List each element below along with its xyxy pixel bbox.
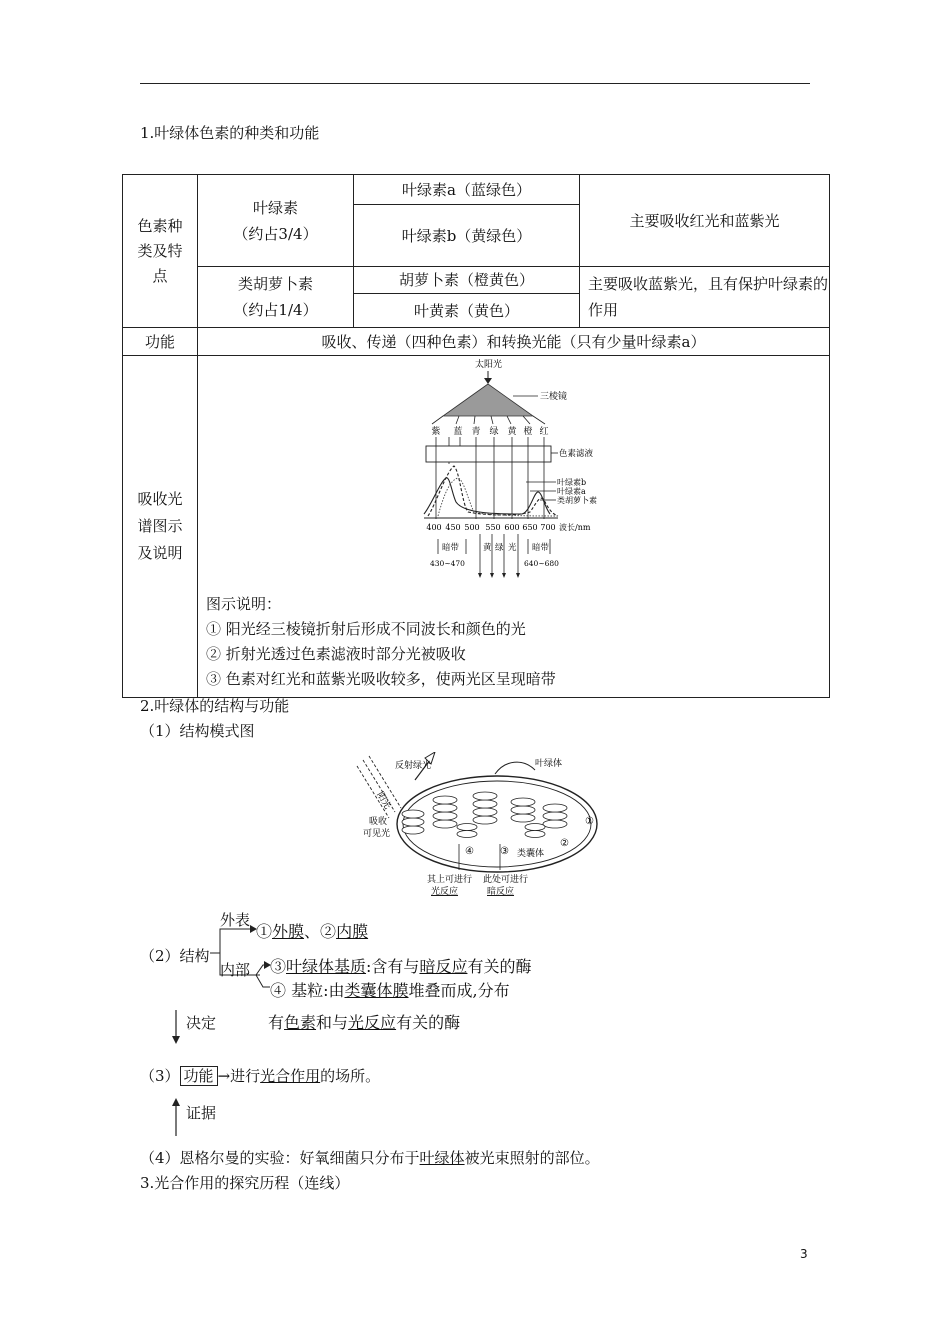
thylakoid-label: 类囊体	[517, 849, 545, 859]
dark-reaction: 暗反应	[419, 957, 468, 976]
label-n2: ②	[560, 838, 569, 849]
light-reaction: 光反应	[348, 1013, 397, 1032]
light-band: 光	[508, 543, 517, 553]
light-rx-1: 其上可进行	[427, 875, 473, 885]
carot-label: 类胡萝卜素	[557, 496, 597, 505]
section2-sub1: （1）结构模式图	[140, 722, 255, 740]
page-number: 3	[800, 1247, 808, 1261]
dark-rx-2: 暗反应	[487, 887, 515, 897]
absorb-label-2: 可见光	[363, 829, 391, 839]
color-orange: 橙	[523, 427, 533, 437]
function-box: 功能	[180, 1066, 218, 1086]
reflected-label: 反射绿光	[395, 761, 432, 771]
chl-a-label: 叶绿素a	[557, 487, 586, 496]
label-n1: ①	[585, 816, 594, 827]
grana-line-2: 有色素和与光反应有关的酶	[268, 1013, 461, 1032]
row-label-function: 功能	[123, 328, 198, 356]
svg-text:550: 550	[485, 523, 501, 532]
svg-text:650: 650	[522, 523, 538, 532]
chl-b-label: 叶绿素b	[557, 478, 587, 487]
dark-rx-1: 此处可进行	[483, 875, 529, 885]
row-label-pigments: 色素种类及特点	[123, 175, 198, 328]
decide-arrow	[170, 1010, 182, 1046]
color-red: 红	[539, 427, 549, 437]
svg-text:600: 600	[504, 523, 520, 532]
decide-label: 决定	[186, 1014, 217, 1032]
stroma-line: ③叶绿体基质:含有与暗反应有关的酶	[270, 957, 532, 976]
filter-tube	[426, 446, 551, 462]
dark-band-2: 暗带	[532, 543, 550, 553]
engelmann-chloroplast: 叶绿体	[419, 1149, 465, 1167]
color-violet: 紫	[431, 427, 441, 437]
range-2: 640~680	[524, 559, 559, 568]
outer-membrane: 外膜	[272, 922, 305, 941]
thylakoid-membrane: 类囊体膜	[344, 981, 409, 1000]
note-1: ① 阳光经三棱镜折射后形成不同波长和颜色的光	[206, 620, 526, 638]
photosynthesis: 光合作用	[260, 1067, 321, 1085]
notes-title: 图示说明：	[206, 595, 282, 613]
pigment: 色素	[284, 1013, 317, 1032]
label-n4: ④	[465, 846, 474, 857]
color-blue: 蓝	[453, 427, 463, 437]
inner-membrane: 内膜	[336, 922, 369, 941]
color-cyan: 青	[471, 427, 481, 437]
carotenoid-cell: 类胡萝卜素 （约占1/4）	[198, 267, 354, 328]
chlorophyll-absorb: 主要吸收红光和蓝紫光	[580, 175, 830, 267]
function-line: （3） 功能 →进行光合作用的场所。	[140, 1067, 381, 1085]
engelmann-line: （4）恩格尔曼的实验：好氧细菌只分布于叶绿体被光束照射的部位。	[140, 1149, 600, 1167]
green-band: 绿	[495, 543, 504, 553]
yellow-band: 黄	[483, 543, 492, 553]
header-rule	[140, 83, 810, 84]
spectrum-notes	[206, 592, 556, 692]
chloroplast-diagram	[355, 752, 605, 902]
color-green: 绿	[489, 427, 499, 437]
svg-text:450: 450	[445, 523, 461, 532]
structure-label: （2）结构	[140, 947, 210, 965]
section3-title: 3.光合作用的探究历程（连线）	[140, 1174, 350, 1192]
filter-label: 色素滤液	[559, 449, 594, 459]
evidence-label: 证据	[186, 1104, 217, 1122]
spectrum-diagram	[418, 354, 618, 579]
stroma: 叶绿体基质	[286, 957, 367, 976]
dark-band-1: 暗带	[442, 543, 460, 553]
function-text: 吸收、传递（四种色素）和转换光能（只有少量叶绿素a）	[198, 328, 830, 356]
chlorophyll-a: 叶绿素a（蓝绿色）	[354, 175, 580, 205]
chloroplast-label: 叶绿体	[535, 759, 563, 769]
sunlight-label-2: 阳光	[374, 790, 393, 812]
xanthophyll: 叶黄素（黄色）	[354, 294, 580, 328]
chlorophyll-b: 叶绿素b（黄绿色）	[354, 205, 580, 267]
svg-text:700: 700	[540, 523, 556, 532]
svg-text:500: 500	[464, 523, 480, 532]
absorb-label-1: 吸收	[369, 817, 388, 827]
section1-title: 1.叶绿体色素的种类和功能	[140, 124, 320, 142]
evidence-arrow	[170, 1098, 182, 1136]
range-1: 430~470	[430, 559, 465, 568]
light-rx-2: 光反应	[431, 887, 459, 897]
note-2: ② 折射光透过色素滤液时部分光被吸收	[206, 645, 466, 663]
outer-line: ①外膜、②内膜	[256, 922, 369, 941]
prism-shape	[443, 384, 533, 416]
chlorophyll-cell: 叶绿素 （约占3/4）	[198, 175, 354, 267]
svg-text:400: 400	[426, 523, 442, 532]
sunlight-label: 太阳光	[475, 360, 503, 370]
note-3: ③ 色素对红光和蓝紫光吸收较多，使两光区呈现暗带	[206, 670, 556, 688]
grana-line: ④ 基粒:由类囊体膜堆叠而成,分布	[270, 981, 510, 1000]
inner-label: 内部	[220, 961, 251, 979]
color-yellow: 黄	[507, 427, 517, 437]
section2-title: 2.叶绿体的结构与功能	[140, 697, 290, 715]
outer-label: 外表	[220, 911, 251, 929]
carotenoid-absorb: 主要吸收蓝紫光，且有保护叶绿素的作用	[580, 267, 830, 328]
label-n3: ③	[500, 846, 509, 857]
axis-label: 波长/nm	[559, 523, 591, 532]
carot-curve	[438, 478, 558, 516]
prism-label: 三棱镜	[540, 392, 568, 402]
row-label-spectrum: 吸收光谱图示及说明	[123, 356, 198, 698]
carotene: 胡萝卜素（橙黄色）	[354, 267, 580, 294]
